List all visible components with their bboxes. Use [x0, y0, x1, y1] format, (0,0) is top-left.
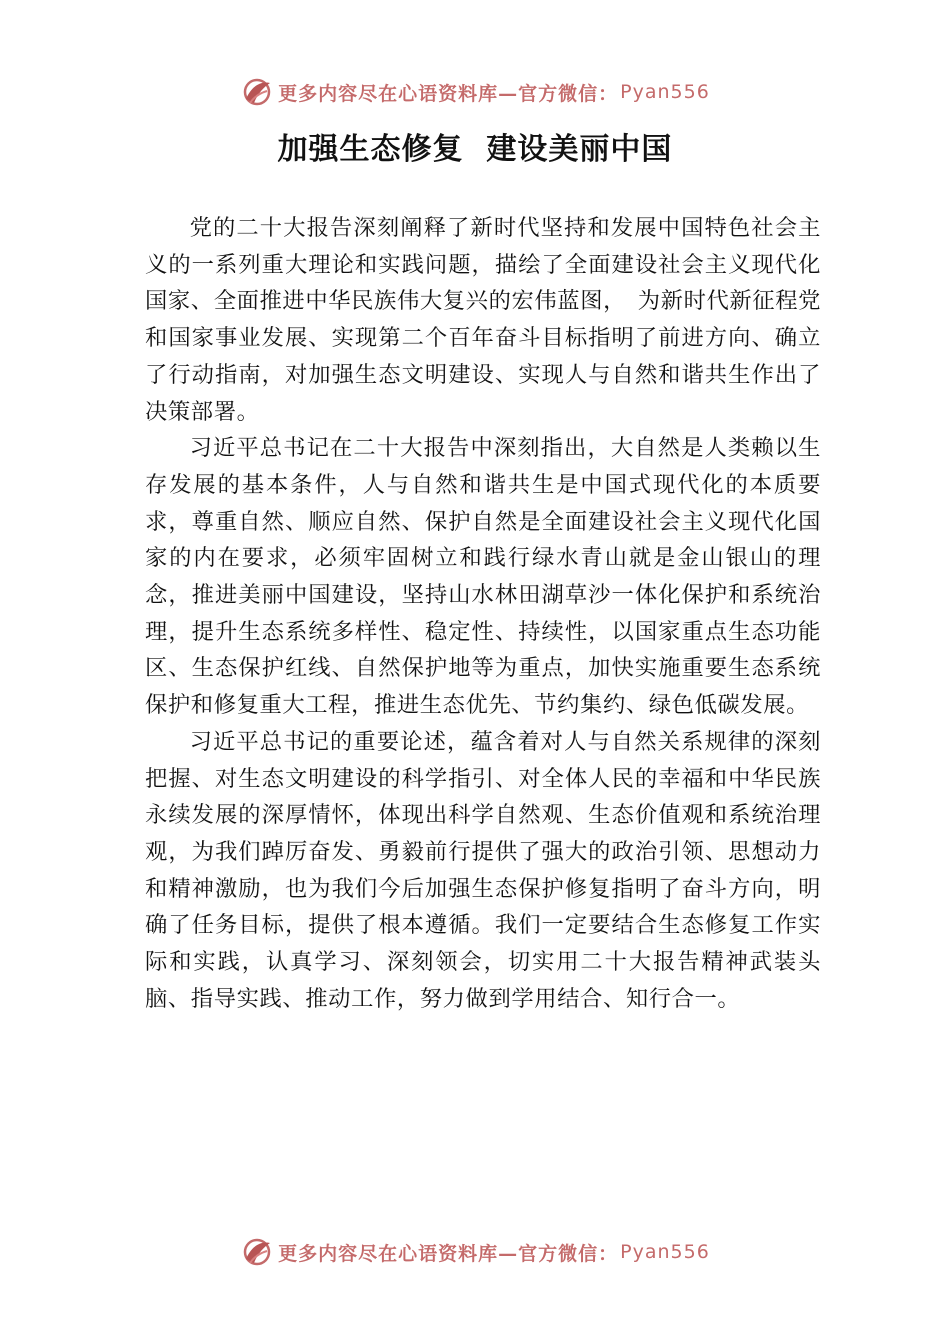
logo-icon	[240, 75, 274, 109]
paragraph-1: 党的二十大报告深刻阐释了新时代坚持和发展中国特色社会主义的一系列重大理论和实践问题，描绘了全面建设社会主义现代化国家、全面推进中华民族伟大复兴的宏伟蓝图， 为新时代新征程党和国家事业发展、实现第二个百年奋斗目标指明了前进方向、确立了行动指南，对加强生态文明建设、实现人与自然和谐共生作出了决策部署。	[145, 215, 821, 425]
page-title: 加强生态修复 建设美丽中国	[277, 132, 673, 167]
footer-watermark	[0, 1232, 950, 1272]
paragraph-2: 习近平总书记在二十大报告中深刻指出，大自然是人类赖以生存发展的基本条件，人与自然和谐共生是中国式现代化的本质要求，尊重自然、顺应自然、保护自然是全面建设社会主义现代化国家的内在要求，必须牢固树立和践行绿水青山就是金山银山的理念，推进美丽中国建设，坚持山水林田湖草沙一体化保护和系统治理，提升生态系统多样性、稳定性、持续性，以国家重点生态功能区、生态保护红线、自然保护地等为重点，加快实施重要生态系统保护和修复重大工程，推进生态优先、节约集约、绿色低碳发展。	[145, 435, 821, 719]
paragraph-3: 习近平总书记的重要论述，蕴含着对人与自然关系规律的深刻把握、对生态文明建设的科学指引、对全体人民的幸福和中华民族永续发展的深厚情怀，体现出科学自然观、生态价值观和系统治理观，为我们踔厉奋发、勇毅前行提供了强大的政治引领、思想动力和精神激励，也为我们今后加强生态保护修复指明了奋斗方向，明确了任务目标，提供了根本遵循。我们一定要结合生态修复工作实际和实践，认真学习、深刻领会，切实用二十大报告精神武装头脑、指导实践、推动工作，努力做到学用结合、知行合一。	[145, 728, 821, 1012]
watermark-text: 更多内容尽在心语资料库—官方微信：	[278, 1242, 619, 1265]
watermark-text: 更多内容尽在心语资料库—官方微信：	[278, 82, 619, 105]
header-watermark	[0, 72, 950, 112]
document-body	[145, 210, 821, 1017]
watermark-wechat-id: Pyan556	[620, 81, 710, 103]
watermark-wechat-id: Pyan556	[620, 1241, 710, 1263]
logo-icon	[240, 1235, 274, 1269]
